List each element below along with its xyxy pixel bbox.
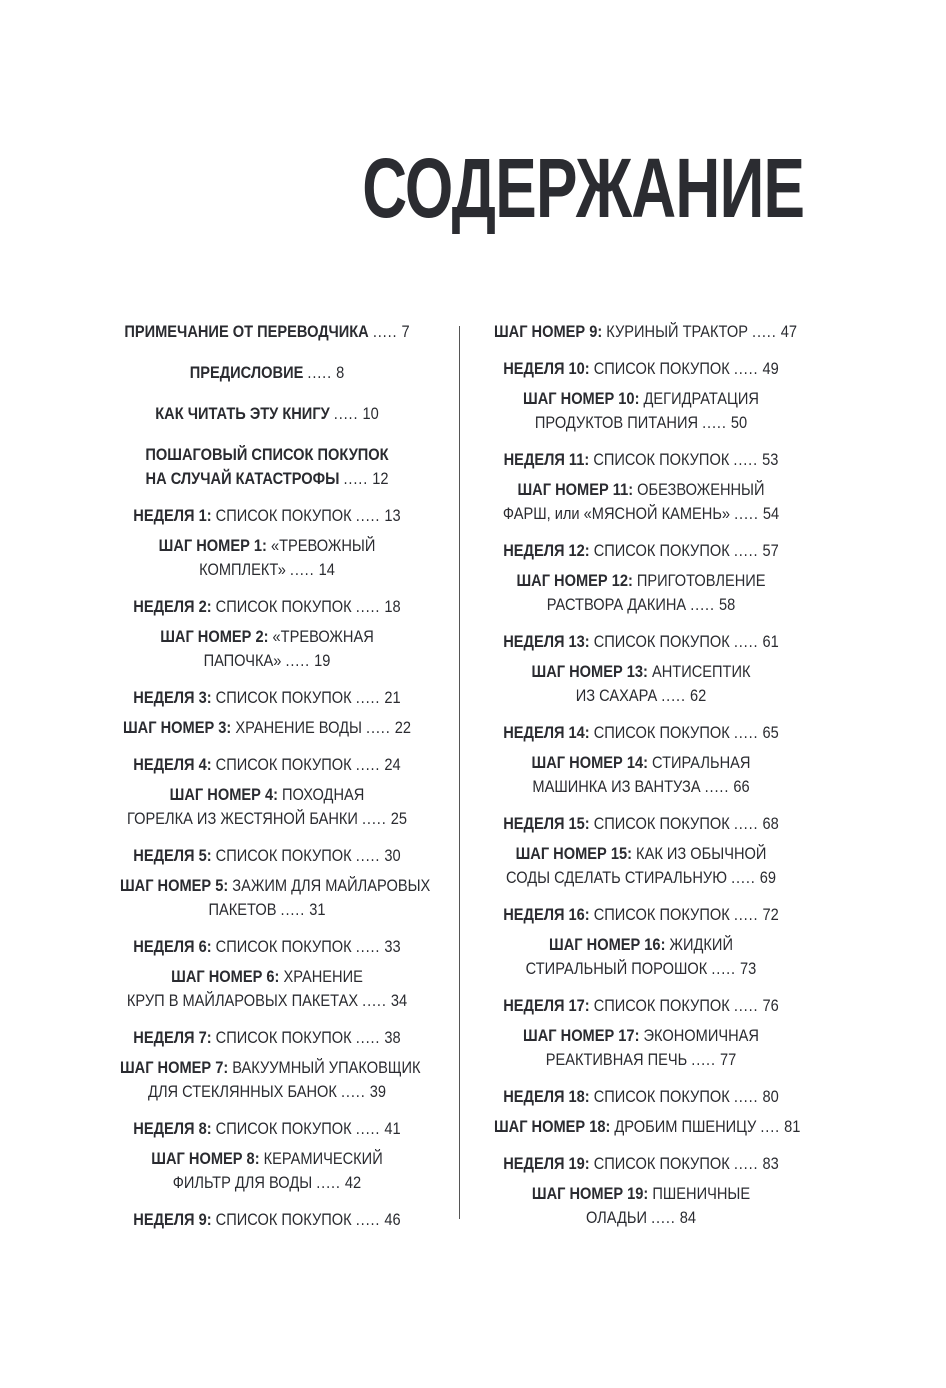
toc-entry-label: НЕДЕЛЯ 12: [503,541,590,560]
toc-page-number: 62 [689,686,707,705]
toc-entry-label: ПРЕДИСЛОВИЕ [189,363,304,382]
toc-entry-title: СПИСОК ПОКУПОК [589,632,730,651]
toc-line [494,842,788,866]
toc-leader-dots: ..... [661,686,686,705]
toc-page-number: 24 [384,755,401,774]
toc-line [120,1026,414,1050]
toc-line [120,1117,414,1141]
toc-entry [494,539,788,563]
toc-entry-label: ПРИМЕЧАНИЕ ОТ ПЕРЕВОДЧИКА [124,322,369,341]
toc-entry-title: ДЕГИДРАТАЦИЯ [639,389,759,408]
toc-entry-label: ШАГ НОМЕР 16: [549,935,666,954]
toc-entry-title: СПИСОК ПОКУПОК [211,506,352,525]
toc-entry-label: НЕДЕЛЯ 3: [133,688,212,707]
toc-line [494,502,788,526]
toc-leader-dots: ..... [372,322,398,341]
toc-entry [494,387,788,435]
toc-leader-dots: ..... [366,718,391,737]
toc-column-left [96,320,438,1232]
toc-page-number: 81 [784,1117,801,1136]
toc-line [120,467,414,491]
toc-entry-title: «ТРЕВОЖНЫЙ [266,536,376,555]
toc-entry-title: СПИСОК ПОКУПОК [589,905,730,924]
toc-entry-label: ШАГ НОМЕР 6: [171,967,280,986]
toc-line [494,994,788,1018]
toc-leader-dots: ..... [355,506,381,525]
toc-line [494,751,788,775]
toc-entry-label: НЕДЕЛЯ 4: [133,755,212,774]
toc-line [493,320,797,344]
toc-line [120,844,414,868]
toc-leader-dots: ..... [362,991,387,1010]
toc-leader-dots: ..... [355,597,381,616]
toc-page-number: 49 [762,359,779,378]
toc-entry [120,716,414,740]
toc-page-number: 65 [762,723,779,742]
toc-page-number: 21 [384,688,401,707]
toc-entry [493,1115,801,1139]
toc-leader-dots: ..... [733,632,759,651]
toc-entry-label: ШАГ НОМЕР 4: [169,785,278,804]
toc-leader-dots: ..... [711,959,736,978]
toc-entry-label: ШАГ НОМЕР 14: [531,753,648,772]
toc-line [493,1115,801,1139]
toc-leader-dots: ..... [307,363,333,382]
toc-entry [494,842,788,890]
toc-entry [120,504,414,528]
toc-entry [119,874,431,922]
toc-line [120,1171,414,1195]
toc-entry [494,630,788,654]
toc-entry-label: НЕДЕЛЯ 10: [503,359,590,378]
toc-entry-label: ШАГ НОМЕР 9: [493,322,603,341]
toc-line [120,935,414,959]
toc-page-number: 72 [762,905,779,924]
toc-entry-title: СПИСОК ПОКУПОК [211,597,352,616]
toc-entry-label: ШАГ НОМЕР 15: [515,844,632,863]
toc-page-number: 53 [762,450,779,469]
toc-entry-title: СТИРАЛЬНАЯ [647,753,751,772]
toc-page-number: 31 [309,900,326,919]
toc-entry-title: СПИСОК ПОКУПОК [211,1028,352,1047]
toc-entry-title: ПАКЕТОВ [208,900,277,919]
toc-line [120,320,414,344]
toc-entry-title: РАСТВОРА ДАКИНА [546,595,687,614]
toc-leader-dots: ..... [651,1208,676,1227]
toc-leader-dots: ..... [733,359,759,378]
toc-page-number: 41 [384,1119,401,1138]
toc-entry-label: НЕДЕЛЯ 19: [503,1154,590,1173]
toc-line [120,783,414,807]
toc-leader-dots: ..... [355,937,381,956]
toc-entry-title: СПИСОК ПОКУПОК [589,541,730,560]
toc-page-number: 61 [762,632,779,651]
toc-line [494,684,788,708]
toc-entry-label: НЕДЕЛЯ 6: [133,937,212,956]
toc-entry-label: НЕДЕЛЯ 18: [503,1087,590,1106]
toc-entry [494,1085,788,1109]
toc-entry-title: СПИСОК ПОКУПОК [211,1119,352,1138]
toc-entry-title: ПОХОДНАЯ [277,785,365,804]
toc-entry-title: СПИСОК ПОКУПОК [589,723,730,742]
toc-entry-title: СПИСОК ПОКУПОК [589,996,730,1015]
toc-entry [494,660,788,708]
toc-entry-title: СПИСОК ПОКУПОК [589,1154,730,1173]
toc-entry-title: АНТИСЕПТИК [647,662,751,681]
toc-entry-title: ХРАНЕНИЕ [279,967,363,986]
toc-entry-label: НЕДЕЛЯ 8: [133,1119,212,1138]
toc-entry-label: ШАГ НОМЕР 12: [516,571,633,590]
toc-entry-label: ШАГ НОМЕР 8: [151,1149,260,1168]
toc-entry-label: ШАГ НОМЕР 11: [517,480,634,499]
toc-page-number: 8 [336,363,345,382]
toc-entry-title: ПАПОЧКА» [203,651,282,670]
toc-entry-label: ШАГ НОМЕР 7: [119,1058,229,1077]
toc-entry-title: МАШИНКА ИЗ ВАНТУЗА [532,777,701,796]
toc-entry [120,686,414,710]
toc-entry-title: ПРОДУКТОВ ПИТАНИЯ [534,413,699,432]
toc-entry-title: СПИСОК ПОКУПОК [211,755,352,774]
toc-page-number: 58 [718,595,736,614]
toc-entry [494,903,788,927]
toc-page-number: 30 [384,846,401,865]
toc-entry-title: ФАРШ, или «МЯСНОЙ КАМЕНЬ» [502,504,731,523]
toc-line [120,443,414,467]
toc-entry-label: НЕДЕЛЯ 5: [133,846,212,865]
toc-line [120,898,414,922]
toc-leader-dots: ..... [733,541,759,560]
toc-entry-label: ШАГ НОМЕР 10: [523,389,640,408]
toc-entry-title: КРУП В МАЙЛАРОВЫХ ПАКЕТАХ [126,991,359,1010]
toc-entry-label: НЕДЕЛЯ 7: [133,1028,212,1047]
toc-entry [120,361,414,385]
toc-entry-title: ИЗ САХАРА [575,686,658,705]
toc-page-number: 25 [390,809,407,828]
toc-line [494,630,788,654]
toc-entry-title: СПИСОК ПОКУПОК [211,1210,352,1229]
toc-leader-dots: ..... [285,651,311,670]
toc-entry-title: ЭКОНОМИЧНАЯ [639,1026,759,1045]
toc-line [494,775,788,799]
toc-entry-title: ДРОБИМ ПШЕНИЦУ [610,1117,757,1136]
toc-line [120,649,414,673]
toc-line [494,1048,788,1072]
toc-entry-label: ШАГ НОМЕР 13: [531,662,648,681]
toc-line [494,866,788,890]
toc-entry-label: ШАГ НОМЕР 19: [531,1184,649,1203]
toc-leader-dots: ..... [333,404,359,423]
toc-leader-dots: ..... [355,1210,381,1229]
toc-leader-dots: ..... [280,900,306,919]
toc-entry [120,402,414,426]
toc-entry [120,1026,414,1050]
toc-leader-dots: ..... [341,1082,366,1101]
toc-leader-dots: ..... [362,809,387,828]
toc-line [120,716,414,740]
toc-page-number: 34 [390,991,408,1010]
toc-line [120,989,414,1013]
toc-line [120,686,414,710]
toc-entry [120,443,414,491]
toc-entry [494,994,788,1018]
toc-column-right [470,320,812,1230]
toc-entry [120,625,414,673]
toc-entry-title: СПИСОК ПОКУПОК [589,359,730,378]
toc-page-number: 10 [362,404,379,423]
toc-page-number: 76 [762,996,779,1015]
page-title: СОДЕРЖАНИЕ [362,141,804,235]
toc-line [119,874,431,898]
toc-line [120,807,414,831]
toc-entry-label: НЕДЕЛЯ 16: [503,905,590,924]
toc-page-number: 39 [369,1082,386,1101]
toc-entry-label: ШАГ НОМЕР 18: [493,1117,611,1136]
toc-line [494,539,788,563]
toc-line [494,569,788,593]
toc-entry-title: СПИСОК ПОКУПОК [211,846,352,865]
toc-leader-dots: ..... [731,868,756,887]
toc-entry-label: ШАГ НОМЕР 17: [523,1026,640,1045]
toc-leader-dots: ..... [316,1173,341,1192]
toc-entry-label: НЕДЕЛЯ 17: [503,996,590,1015]
toc-page-number: 33 [384,937,401,956]
toc-entry [494,1024,788,1072]
toc-leader-dots: ..... [355,1119,381,1138]
toc-page-number: 12 [372,469,389,488]
toc-entry [493,320,797,344]
toc-page-number: 68 [762,814,779,833]
toc-page-number: 77 [719,1050,737,1069]
toc-entry [120,783,414,831]
column-divider [459,326,460,1219]
toc-entry [120,1208,414,1232]
toc-entry-title: ПРИГОТОВЛЕНИЕ [632,571,766,590]
toc-line [120,753,414,777]
toc-entry-title: ОБЕЗВОЖЕННЫЙ [633,480,765,499]
toc-page-number: 42 [344,1173,362,1192]
toc-entry-title: КУРИНЫЙ ТРАКТОР [602,322,748,341]
toc-entry-label: НЕДЕЛЯ 14: [503,723,590,742]
toc-entry-title: ЗАЖИМ ДЛЯ МАЙЛАРОВЫХ [228,876,431,895]
toc-entry [119,1056,421,1104]
toc-line [494,660,788,684]
toc-entry [120,595,414,619]
toc-entry [494,751,788,799]
toc-entry-title: ДЛЯ СТЕКЛЯННЫХ БАНОК [148,1082,337,1101]
toc-entry [120,965,414,1013]
toc-page-number: 7 [401,322,410,341]
toc-entry-title: ФИЛЬТР ДЛЯ ВОДЫ [172,1173,313,1192]
toc-entry [120,844,414,868]
toc-entry-label: НЕДЕЛЯ 13: [503,632,590,651]
toc-line [494,448,788,472]
toc-leader-dots: ..... [752,322,777,341]
toc-entry-title: СТИРАЛЬНЫЙ ПОРОШОК [525,959,708,978]
toc-leader-dots: ..... [343,469,369,488]
toc-entry [494,721,788,745]
toc-leader-dots: ..... [733,1154,759,1173]
toc-entry-title: ХРАНЕНИЕ ВОДЫ [231,718,362,737]
toc-entry [494,357,788,381]
toc-line [494,1152,788,1176]
toc-line [494,721,788,745]
toc-line [120,1147,414,1171]
toc-entry-title: «ТРЕВОЖНАЯ [268,627,374,646]
toc-leader-dots: ..... [733,996,759,1015]
toc-line [120,361,414,385]
toc-leader-dots: ..... [733,450,759,469]
toc-page-number: 18 [384,597,401,616]
toc-leader-dots: ..... [733,1087,759,1106]
toc-leader-dots: ..... [733,723,759,742]
toc-entry-title: СОДЫ СДЕЛАТЬ СТИРАЛЬНУЮ [505,868,727,887]
toc-leader-dots: ..... [704,777,730,796]
toc-entry [494,478,788,526]
toc-entry-title: ГОРЕЛКА ИЗ ЖЕСТЯНОЙ БАНКИ [127,809,358,828]
toc-entry-label: НЕДЕЛЯ 2: [133,597,212,616]
toc-entry-label: НЕДЕЛЯ 15: [503,814,590,833]
toc-line [494,1024,788,1048]
toc-leader-dots: ..... [733,814,759,833]
toc-page-number: 80 [762,1087,779,1106]
toc-line [119,1056,421,1080]
toc-leader-dots: ..... [355,755,381,774]
toc-line [494,957,788,981]
toc-entry-label: КАК ЧИТАТЬ ЭТУ КНИГУ [155,404,330,423]
toc-entry [494,933,788,981]
toc-line [120,504,414,528]
toc-line [494,357,788,381]
toc-entry [120,320,414,344]
toc-entry [494,1182,788,1230]
toc-line [494,1085,788,1109]
toc-entry-title: СПИСОК ПОКУПОК [589,814,730,833]
toc-entry-label: ШАГ НОМЕР 1: [158,536,267,555]
toc-leader-dots: ..... [733,905,759,924]
toc-line [494,1206,788,1230]
toc-entry-label: НА СЛУЧАЙ КАТАСТРОФЫ [145,469,340,488]
toc-line [494,411,788,435]
toc-entry [120,1117,414,1141]
toc-page-number: 83 [762,1154,779,1173]
toc-leader-dots: ..... [355,846,381,865]
toc-entry [120,753,414,777]
toc-entry-label: ПОШАГОВЫЙ СПИСОК ПОКУПОК [145,445,389,464]
toc-entry-title: СПИСОК ПОКУПОК [589,450,730,469]
toc-entry-title: СПИСОК ПОКУПОК [211,937,352,956]
toc-entry [120,534,414,582]
toc-entry-title: КОМПЛЕКТ» [199,560,286,579]
toc-entry [494,448,788,472]
toc-line [120,965,414,989]
toc-line [494,387,788,411]
toc-entry-title: КАК ИЗ ОБЫЧНОЙ [631,844,767,863]
toc-page-number: 66 [733,777,750,796]
toc-page-number: 69 [759,868,777,887]
toc-page-number: 47 [780,322,797,341]
toc-page-number: 73 [740,959,757,978]
toc-entry [120,1147,414,1195]
toc-leader-dots: ..... [355,1028,381,1047]
toc-line [120,1080,414,1104]
toc-leader-dots: ..... [734,504,759,523]
toc-page-number: 84 [679,1208,697,1227]
toc-entry-label: ШАГ НОМЕР 5: [119,876,229,895]
toc-entry-title: ОЛАДЬИ [585,1208,648,1227]
toc-leader-dots: ..... [355,688,381,707]
toc-line [120,558,414,582]
toc-line [494,933,788,957]
toc-entry-label: НЕДЕЛЯ 9: [133,1210,212,1229]
toc-entry-title: РЕАКТИВНАЯ ПЕЧЬ [545,1050,688,1069]
toc-line [494,478,788,502]
toc-entry-title: КЕРАМИЧЕСКИЙ [259,1149,383,1168]
toc-entry-label: НЕДЕЛЯ 11: [503,450,590,469]
toc-entry [494,569,788,617]
toc-page-number: 38 [384,1028,401,1047]
toc-line [120,402,414,426]
toc-entry-label: ШАГ НОМЕР 3: [122,718,232,737]
toc-entry [120,935,414,959]
toc-line [494,812,788,836]
toc-entry-label: ШАГ НОМЕР 2: [160,627,269,646]
toc-page-number: 46 [384,1210,401,1229]
toc-entry-title: СПИСОК ПОКУПОК [589,1087,730,1106]
toc-entry-label: НЕДЕЛЯ 1: [133,506,212,525]
toc-leader-dots: ..... [691,1050,716,1069]
toc-page-number: 14 [318,560,335,579]
toc-line [120,595,414,619]
toc-entry [494,1152,788,1176]
toc-line [494,1182,788,1206]
toc-page-number: 57 [762,541,779,560]
toc-page-number: 50 [730,413,748,432]
toc-line [120,1208,414,1232]
toc-page-number: 19 [314,651,331,670]
toc-entry [494,812,788,836]
toc-entry-title: ЖИДКИЙ [665,935,733,954]
toc-page-number: 54 [762,504,780,523]
toc-leader-dots: ..... [690,595,715,614]
toc-leader-dots: ..... [702,413,727,432]
toc-entry-title: ВАКУУМНЫЙ УПАКОВЩИК [228,1058,421,1077]
toc-leader-dots: .... [760,1117,781,1136]
toc-entry-title: СПИСОК ПОКУПОК [211,688,352,707]
toc-page-number: 22 [394,718,411,737]
toc-line [120,534,414,558]
toc-leader-dots: ..... [289,560,315,579]
toc-line [494,903,788,927]
toc-line [494,593,788,617]
toc-page-number: 13 [384,506,401,525]
toc-line [120,625,414,649]
toc-entry-title: ПШЕНИЧНЫЕ [648,1184,751,1203]
